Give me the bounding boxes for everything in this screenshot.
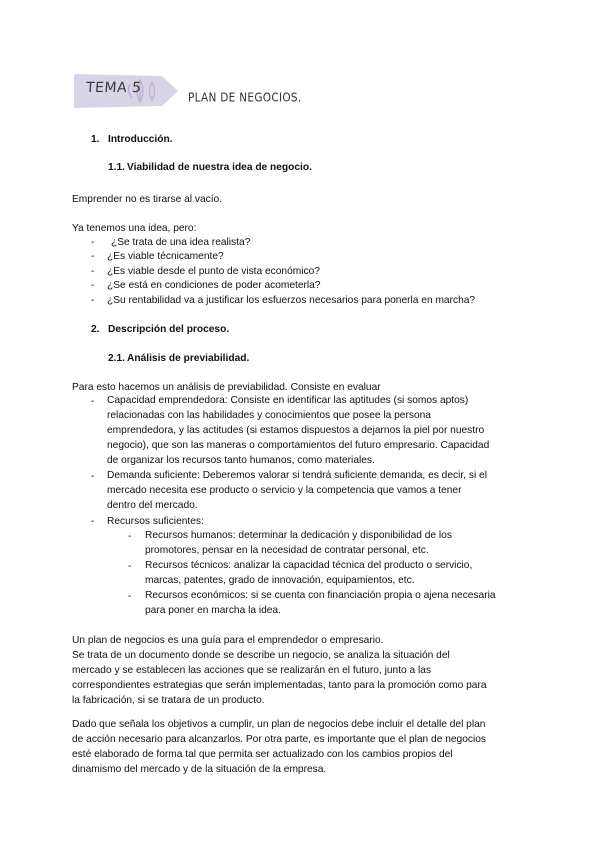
paragraph-plan-negocios	[72, 633, 487, 708]
bullet-dash: -	[91, 280, 95, 291]
bullet-dash: -	[91, 471, 95, 482]
factor-line: Capacidad emprendedora: Consiste en identificar las aptitudes (si somos aptos)	[107, 395, 469, 406]
recurso-line: para poner en marcha la idea.	[145, 605, 281, 616]
document-title: PLAN DE NEGOCIOS.	[188, 91, 302, 105]
analysis-intro: Para esto hacemos un análisis de previabilidad. Consiste en evaluar	[72, 382, 381, 393]
recurso-line: marcas, patentes, grado de innovación, equipamientos, etc.	[145, 575, 415, 586]
factor-recursos-label: Recursos suficientes:	[107, 516, 204, 527]
recurso-humanos	[145, 528, 452, 558]
intro-sentence: Emprender no es tirarse al vacío.	[72, 194, 223, 205]
recurso-line: Recursos humanos: determinar la dedicación y disponibilidad de los	[145, 530, 452, 541]
recurso-line: promotores, pensar en la necesidad de contratar personal, etc.	[145, 545, 429, 556]
paragraph-line: Un plan de negocios es una guía para el emprendedor o empresario.	[72, 635, 384, 646]
paragraph-line: de acción necesario para alcanzarlos. Por otra parte, es importante que el plan de negocios	[72, 734, 486, 745]
section-1-number: 1.	[91, 134, 100, 145]
factor-line: emprendedora, y las actitudes (si estamos dispuestos a dejarnos la piel por nuestro	[107, 425, 485, 436]
factor-line: Demanda suficiente: Deberemos valorar si tendrá suficiente demanda, es decir, si el	[107, 470, 487, 481]
list-item: ¿Su rentabilidad va a justificar los esfuerzos necesarios para ponerla en marcha?	[107, 295, 476, 306]
factor-demanda	[107, 468, 487, 513]
factor-line: de organizar los recursos tanto humanos, como materiales.	[107, 455, 375, 466]
bullet-dash: -	[128, 531, 132, 542]
paragraph-line: Se trata de un documento donde se describe un negocio, se analiza la situación del	[72, 650, 450, 661]
section-2-number: 2.	[91, 324, 100, 335]
section-2-1-number: 2.1.	[108, 353, 125, 364]
tema-label: TEMA 5	[85, 80, 142, 96]
list-item: ¿Se trata de una idea realista?	[111, 237, 251, 248]
list-item: ¿Es viable técnicamente?	[107, 251, 224, 262]
bullet-dash: -	[91, 237, 95, 248]
recurso-economicos	[145, 588, 496, 618]
bullet-dash: -	[91, 251, 95, 262]
bullet-dash: -	[91, 266, 95, 277]
recurso-line: Recursos técnicos: analizar la capacidad técnica del producto o servicio,	[145, 560, 473, 571]
factor-capacidad	[107, 393, 489, 468]
section-1-title: Introducción.	[108, 134, 173, 145]
factor-line: dentro del mercado.	[107, 500, 198, 511]
bullet-dash: -	[128, 591, 132, 602]
idea-intro: Ya tenemos una idea, pero:	[72, 223, 197, 234]
paragraph-objetivos	[72, 717, 486, 777]
section-2-1-title: Análisis de previabilidad.	[127, 353, 250, 364]
paragraph-line: esté elaborado de forma tal que permita ser actualizado con los cambios propios del	[72, 749, 453, 760]
paragraph-line: correspondientes estrategias que serán implementadas, tanto para la promoción como para	[72, 680, 487, 691]
factor-line: negocio), que son las maneras o comportamientos del futuro empresario. Capacidad	[107, 440, 490, 451]
section-1-1-title: Viabilidad de nuestra idea de negocio.	[127, 162, 312, 173]
recurso-line: Recursos económicos: si se cuenta con financiación propia o ajena necesaria	[145, 590, 496, 601]
section-1-1-number: 1.1.	[108, 162, 125, 173]
factor-line: relacionadas con las habilidades y conocimientos que posee la persona	[107, 410, 431, 421]
bullet-dash: -	[91, 396, 95, 407]
paragraph-line: dinamismo del mercado y de la situación de la empresa.	[72, 764, 327, 775]
paragraph-line: Dado que señala los objetivos a cumplir, un plan de negocios debe incluir el detalle del plan	[72, 719, 486, 730]
bullet-dash: -	[91, 516, 95, 527]
bullet-dash: -	[128, 561, 132, 572]
section-2-title: Descripción del proceso.	[108, 324, 230, 335]
recurso-tecnicos	[145, 558, 472, 588]
list-item: ¿Es viable desde el punto de vista económico?	[107, 266, 320, 277]
tema-banner	[74, 72, 178, 110]
factor-line: mercado necesita ese producto o servicio y la competencia que vamos a tener	[107, 485, 462, 496]
bullet-dash: -	[91, 295, 95, 306]
list-item: ¿Se está en condiciones de poder acometerla?	[107, 280, 321, 291]
paragraph-line: la fabricación, si se tratara de un producto.	[72, 695, 265, 706]
paragraph-line: mercado y se establecen las acciones que se realizarán en el futuro, junto a las	[72, 665, 432, 676]
